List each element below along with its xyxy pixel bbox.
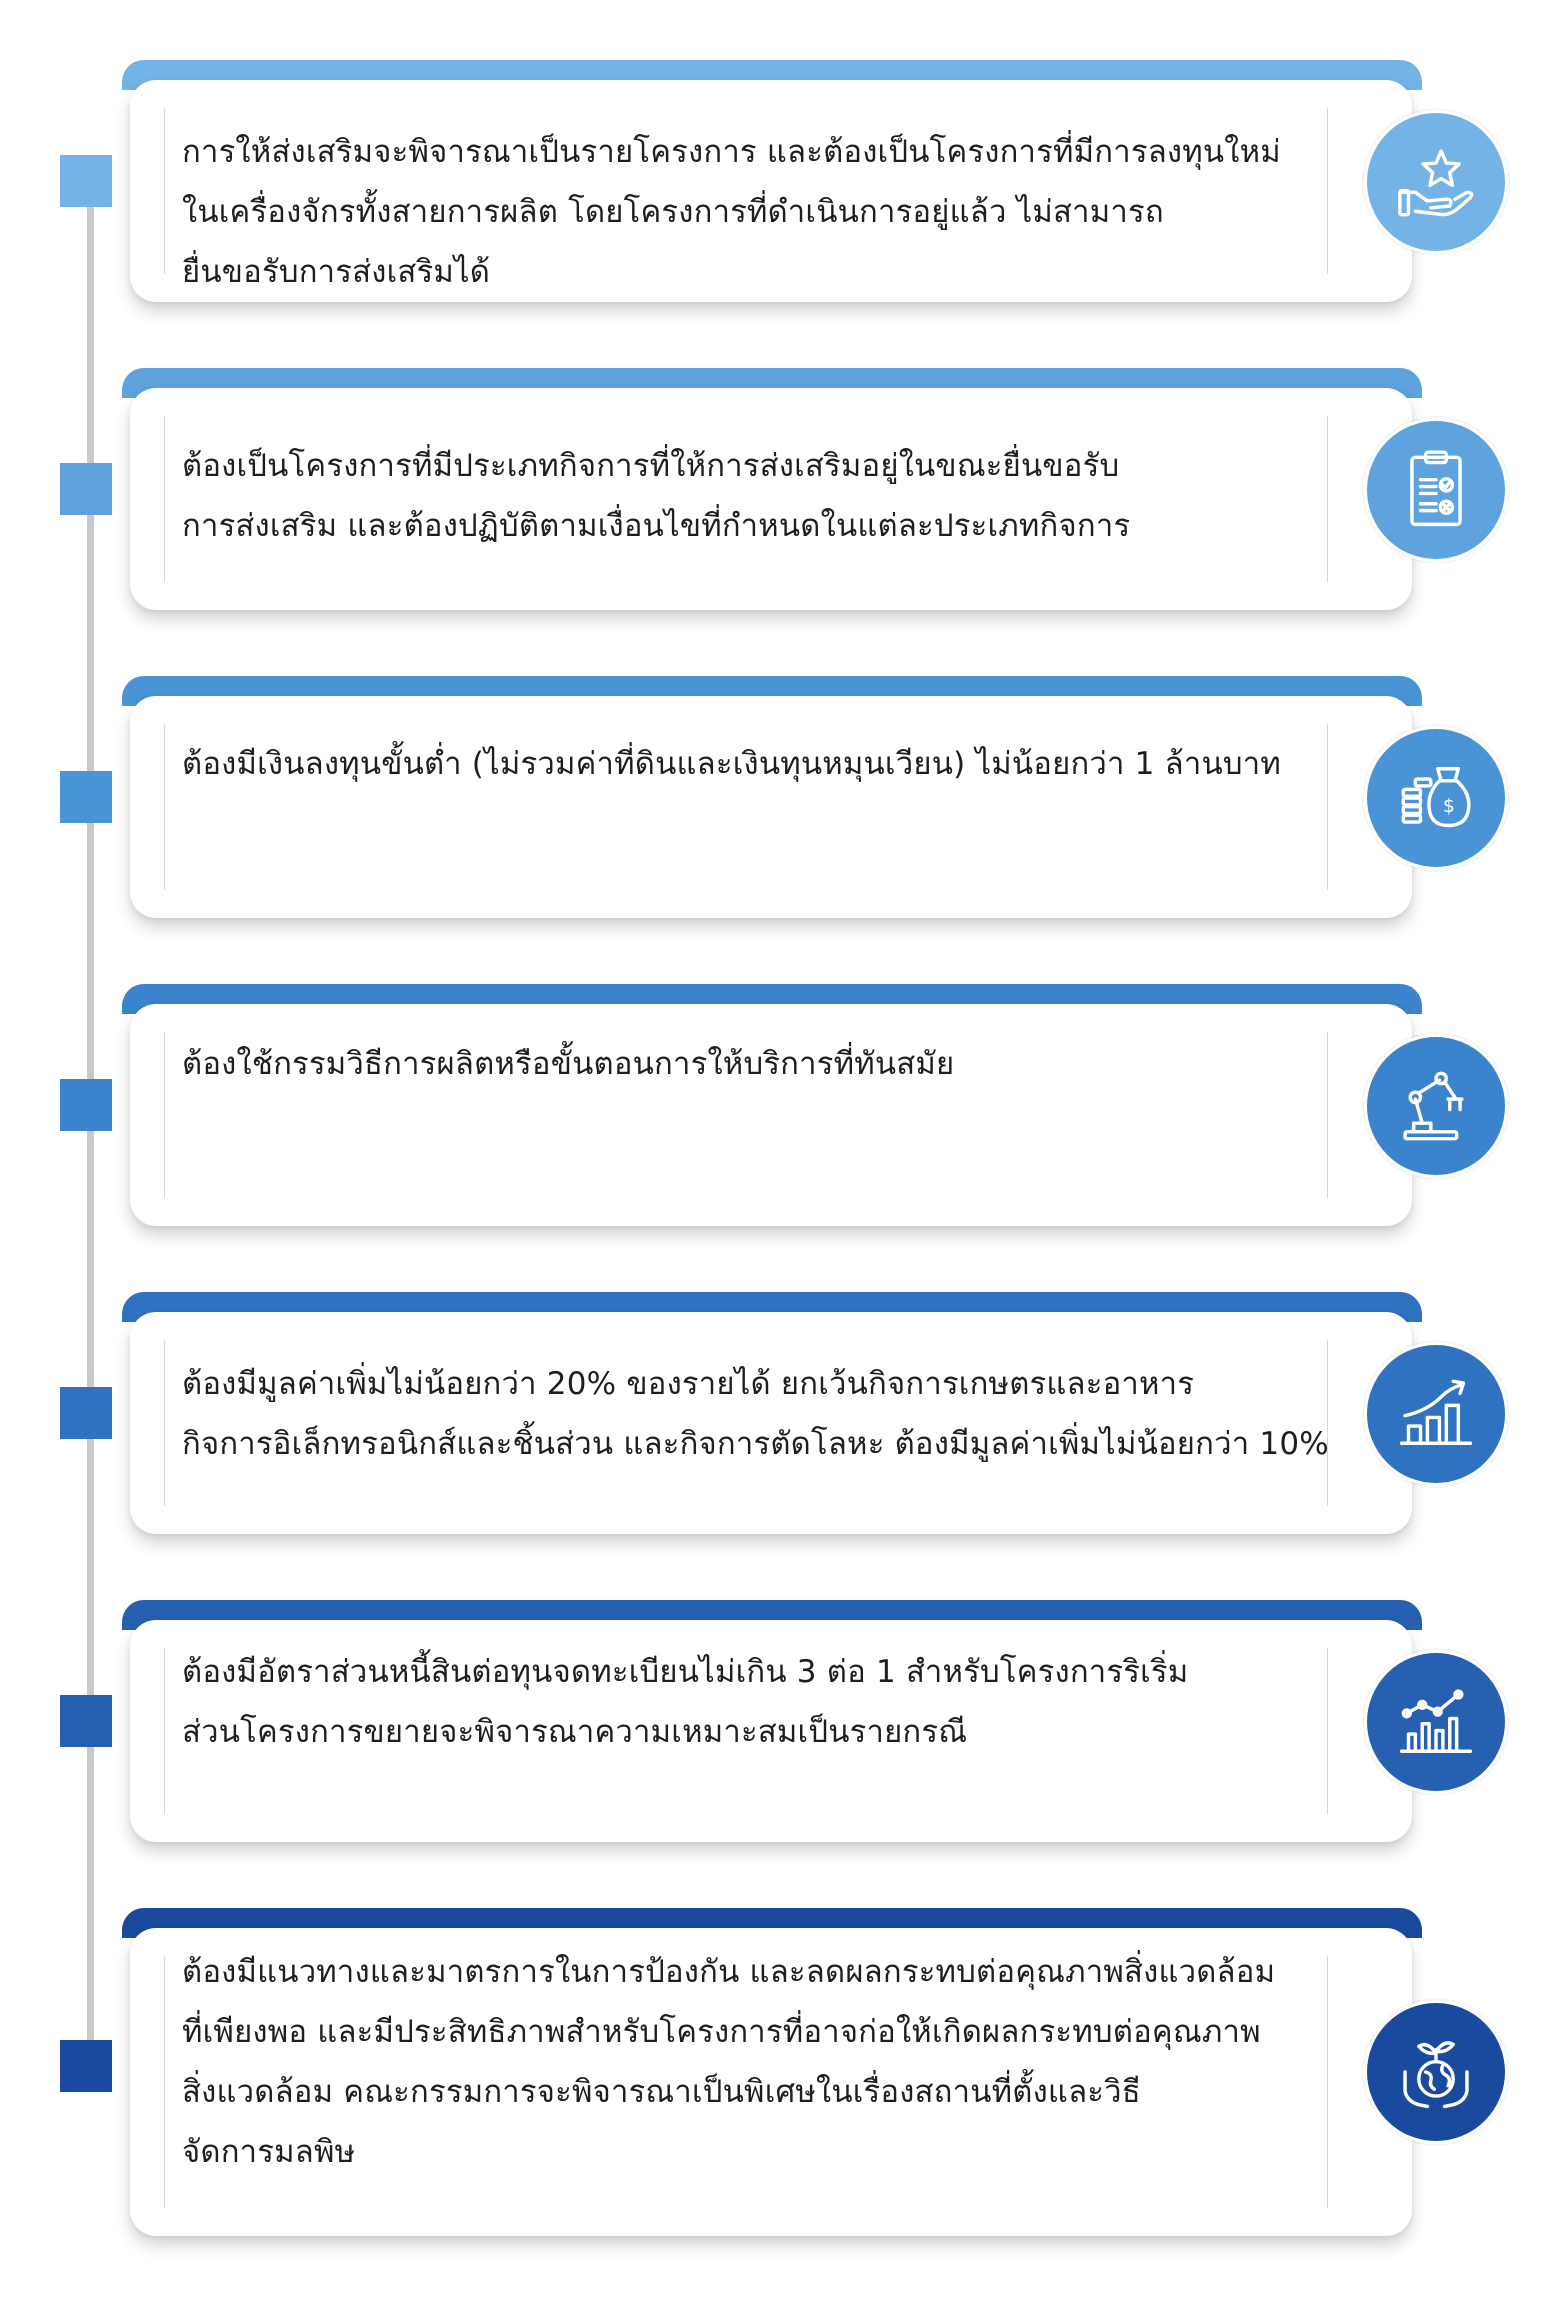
timeline-marker: [60, 771, 112, 823]
svg-text:$: $: [1442, 794, 1455, 817]
criteria-text: ต้องมีแนวทางและมาตรการในการป้องกัน และลดผลกระทบต่อคุณภาพสิ่งแวดล้อม ที่เพียงพอ และมีประสิทธิภาพสำหรับโครงการที่อาจก่อให้เกิดผลกระทบต่อคุณภาพ สิ่งแวดล้อม คณะกรรมการจะพิจารณาเป็นพิเศษในเรื่องสถานที่ตั้งและวิธี จัดการมลพิษ: [182, 1954, 1276, 2170]
list-item: [0, 676, 1560, 916]
criteria-card: [130, 696, 1412, 918]
criteria-card: [130, 1312, 1412, 1534]
timeline-marker: [60, 463, 112, 515]
list-item: [0, 368, 1560, 608]
analytics-chart-icon: [1364, 1650, 1508, 1794]
timeline-marker: [60, 155, 112, 207]
timeline-marker: [60, 1387, 112, 1439]
list-item: [0, 984, 1560, 1224]
checklist-clipboard-icon: [1364, 418, 1508, 562]
timeline-marker: [60, 1695, 112, 1747]
list-item: [0, 1292, 1560, 1532]
criteria-card: [130, 1004, 1412, 1226]
criteria-text: ต้องมีอัตราส่วนหนี้สินต่อทุนจดทะเบียนไม่เกิน 3 ต่อ 1 สำหรับโครงการริเริ่ม ส่วนโครงการขยายจะพิจารณาความเหมาะสมเป็นรายกรณี: [182, 1654, 1189, 1750]
criteria-text: ต้องเป็นโครงการที่มีประเภทกิจการที่ให้การส่งเสริมอยู่ในขณะยื่นขอรับ การส่งเสริม และต้องปฏิบัติตามเงื่อนไขที่กำหนดในแต่ละประเภทกิจการ: [182, 448, 1131, 544]
timeline-marker: [60, 2040, 112, 2092]
criteria-card: [130, 1620, 1412, 1842]
criteria-card: [130, 80, 1412, 302]
criteria-card: [130, 388, 1412, 610]
robot-arm-icon: [1364, 1034, 1508, 1178]
list-item: [0, 60, 1560, 300]
criteria-text: การให้ส่งเสริมจะพิจารณาเป็นรายโครงการ และต้องเป็นโครงการที่มีการลงทุนใหม่ ในเครื่องจักรทั้งสายการผลิต โดยโครงการที่ดำเนินการอยู่แล้ว ไม่สามารถ ยื่นขอรับการส่งเสริมได้: [182, 134, 1281, 290]
list-item: [0, 1908, 1560, 2248]
criteria-text: ต้องมีเงินลงทุนขั้นต่ำ (ไม่รวมค่าที่ดินและเงินทุนหมุนเวียน) ไม่น้อยกว่า 1 ล้านบาท: [182, 746, 1281, 782]
hands-globe-plant-icon: [1364, 2000, 1508, 2144]
timeline-marker: [60, 1079, 112, 1131]
growth-bar-chart-icon: [1364, 1342, 1508, 1486]
criteria-card: [130, 1928, 1412, 2236]
money-bag-coins-icon: [1364, 726, 1508, 870]
criteria-text: ต้องมีมูลค่าเพิ่มไม่น้อยกว่า 20% ของรายได้ ยกเว้นกิจการเกษตรและอาหาร กิจการอิเล็กทรอนิกส์และชิ้นส่วน และกิจการตัดโลหะ ต้องมีมูลค่าเพิ่มไม่น้อยกว่า 10%: [182, 1366, 1329, 1462]
list-item: [0, 1600, 1560, 1840]
hand-star-icon: [1364, 110, 1508, 254]
criteria-text: ต้องใช้กรรมวิธีการผลิตหรือขั้นตอนการให้บริการที่ทันสมัย: [182, 1046, 955, 1082]
